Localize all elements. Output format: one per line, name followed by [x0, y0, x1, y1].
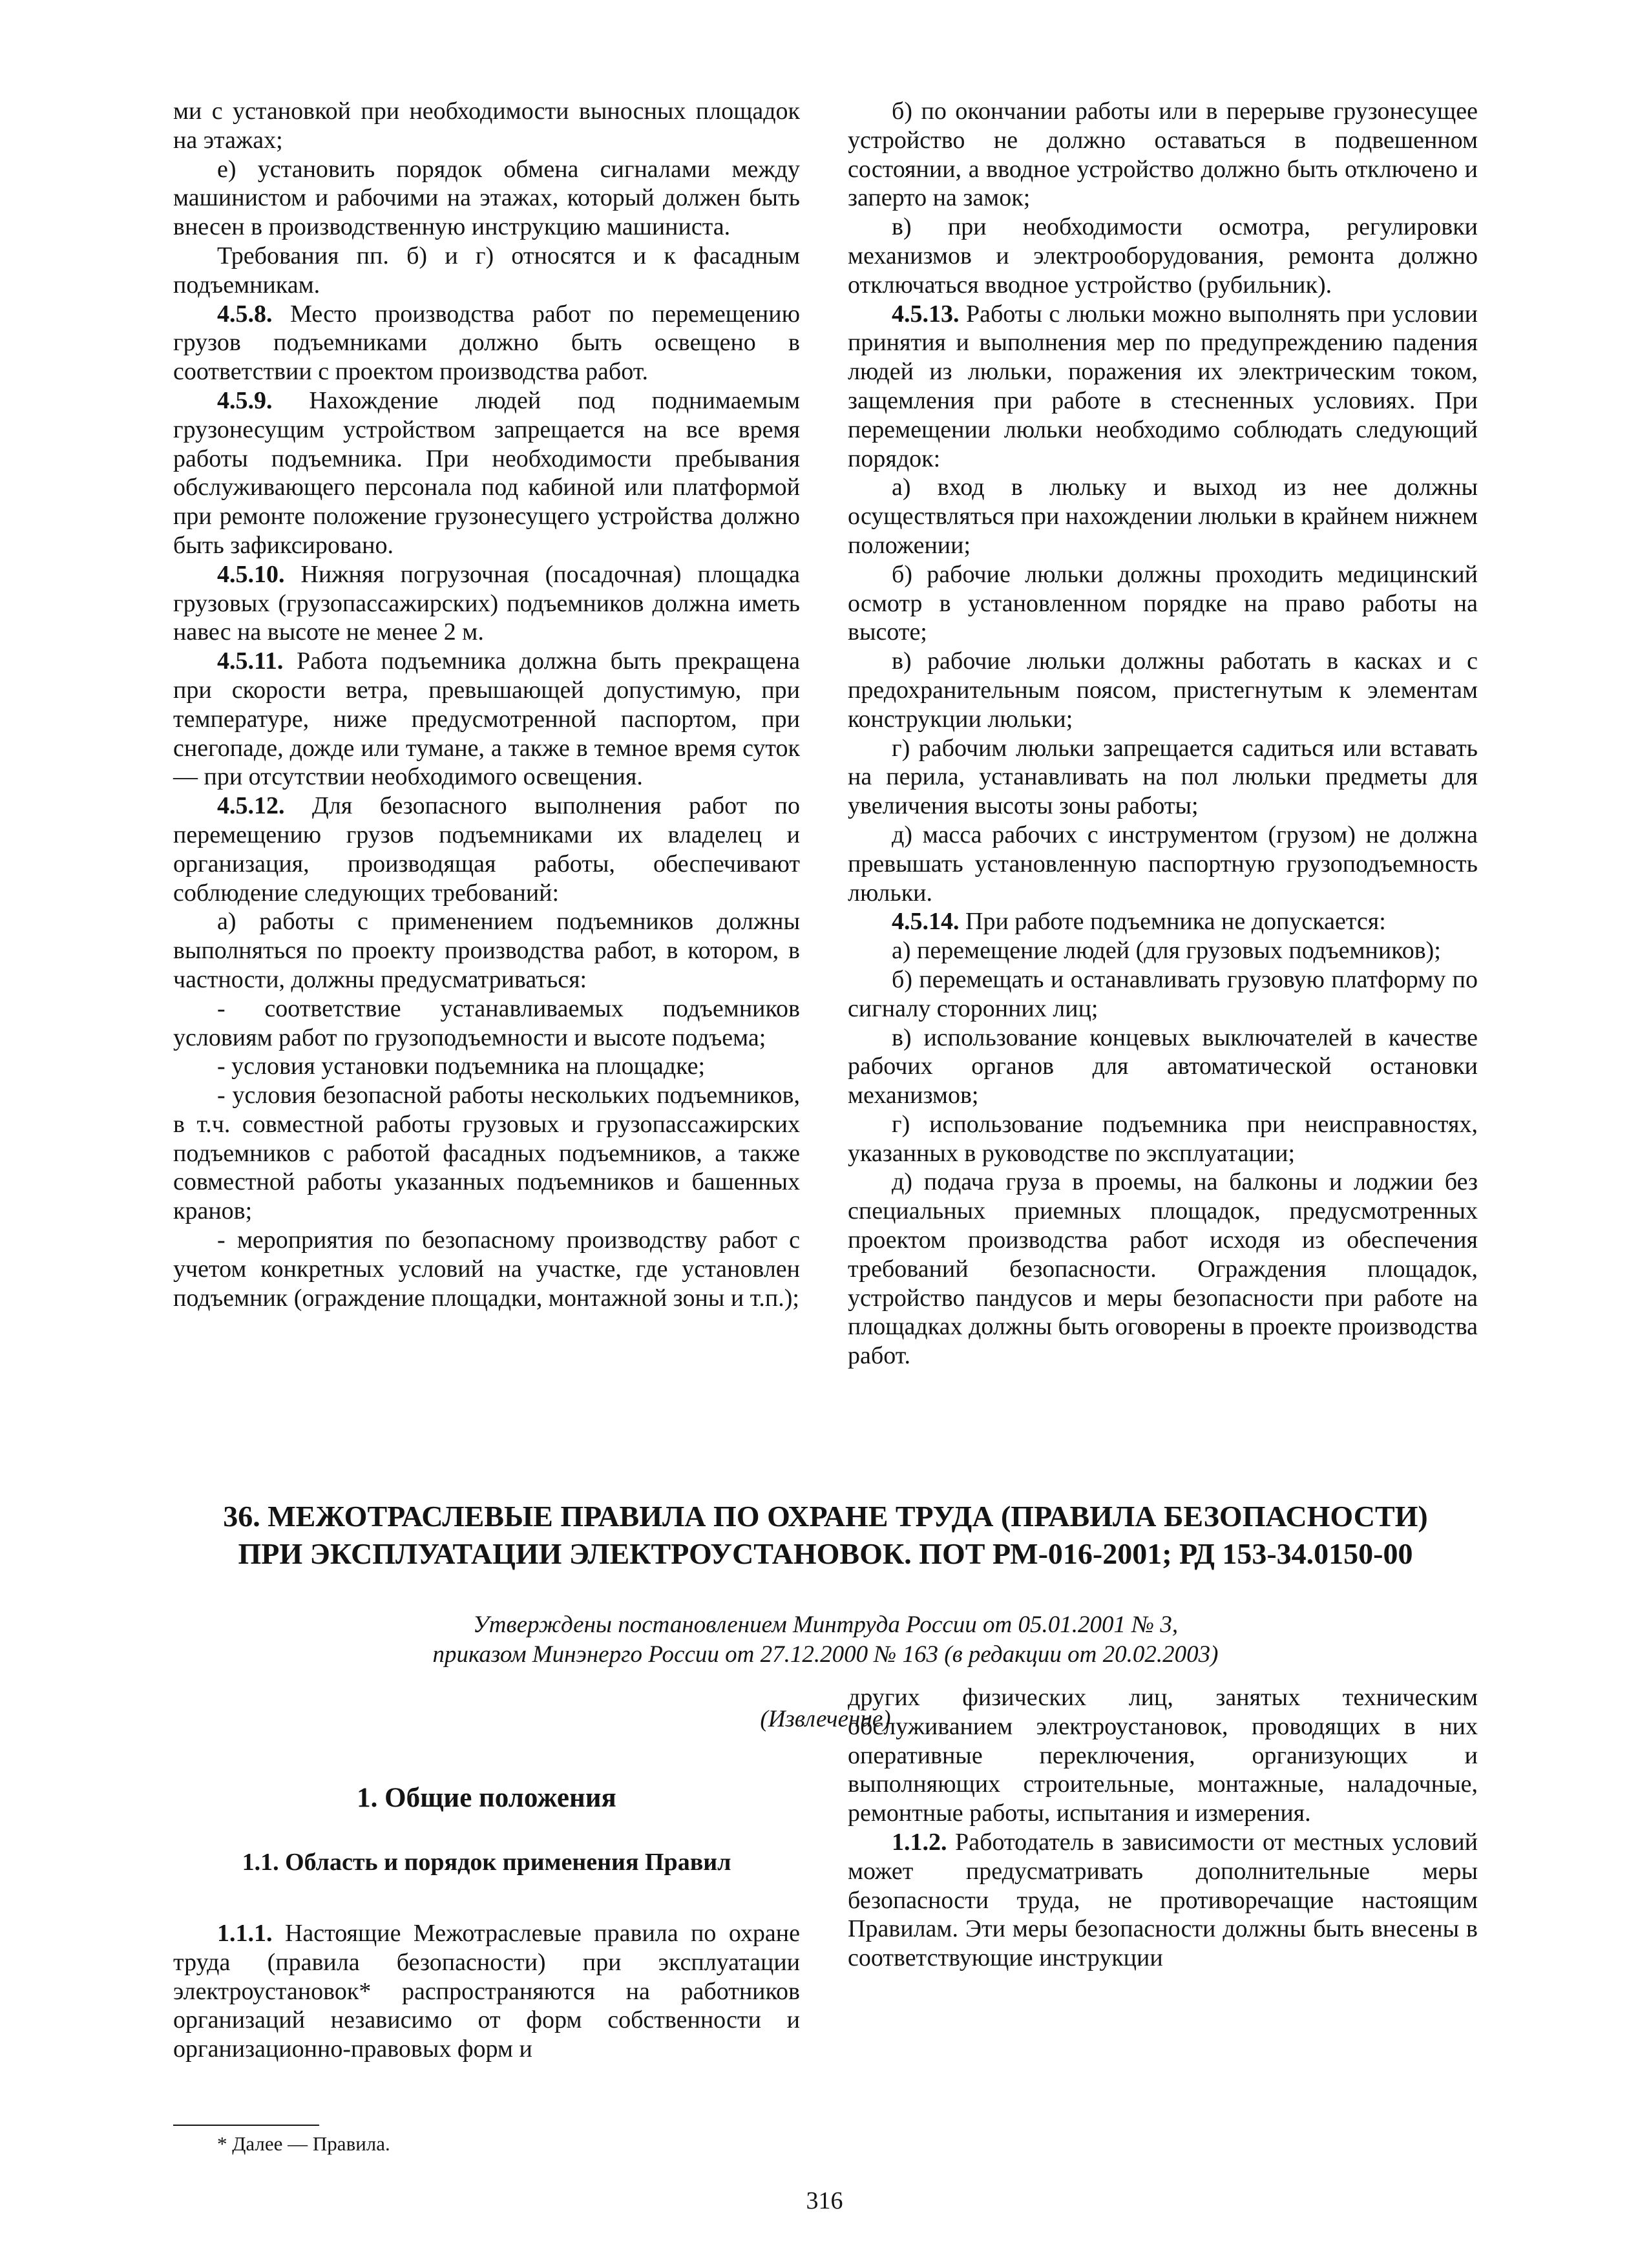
paragraph	[173, 386, 800, 560]
paragraph	[173, 647, 800, 792]
paragraph	[848, 647, 1478, 733]
paragraph-text: б) рабочие люльки должны проходить медицинский осмотр в установленном порядке на право работы на высоте;	[848, 560, 1478, 646]
paragraph-text: Работа подъемника должна быть прекращена при скорости ветра, превышающей допустимую, при температуре, ниже предусмотренной паспортом, при снегопаде, дожде или тумане, а также в темное время суток — при отсутствии необходимого освещения.	[173, 647, 800, 791]
extract-note: (Извлечение)	[760, 1706, 891, 1732]
paragraph-text: - мероприятия по безопасному производству работ с учетом конкретных условий на участке, где установлен подъемник (ограждение площадки, монтажной зоны и т.п.);	[173, 1226, 800, 1312]
paragraph-text: - соответствие устанавливаемых подъемников условиям работ по грузоподъемности и высоте подъема;	[173, 994, 800, 1051]
paragraph-text: Нахождение людей под поднимаемым грузонесущим устройством запрещается на все время работы подъемника. При необходимости пребывания обслуживающего персонала под кабиной или платформой при ремонте положение грузонесущего устройства должно быть зафиксировано.	[173, 386, 800, 559]
paragraph-text: д) масса рабочих с инструментом (грузом) не должна превышать установленную паспортную грузоподъемность люльки.	[848, 821, 1478, 907]
paragraph	[173, 560, 800, 647]
paragraph	[173, 155, 800, 242]
paragraph	[848, 213, 1478, 299]
paragraph-text: Требования пп. б) и г) относятся и к фасадным подъемникам.	[173, 242, 800, 299]
paragraph-text: е) установить порядок обмена сигналами между машинистом и рабочими на этажах, который должен быть внесен в производственную инструкцию машиниста.	[173, 155, 800, 241]
paragraph-text: Настоящие Межотраслевые правила по охране труда (правила безопасности) при эксплуатации электроустановок* распространяются на работников организаций независимо от форм собственности и организационно-правовых форм и	[173, 1920, 800, 2063]
paragraph	[173, 1919, 800, 2064]
paragraph	[173, 1226, 800, 1312]
paragraph	[848, 560, 1478, 647]
paragraph	[848, 907, 1478, 936]
paragraph	[848, 97, 1478, 213]
column-top-right	[848, 97, 1478, 1370]
paragraph-text: а) вход в люльку и выход из нее должны осуществляться при нахождении люльки в крайнем нижнем положении;	[848, 474, 1478, 559]
bottom-left-paragraphs	[173, 1919, 800, 2064]
paragraph-text: Для безопасного выполнения работ по перемещению грузов подъемниками их владелец и организация, производящая работы, обеспечивают соблюдение следующих требований:	[173, 792, 800, 907]
document-title-line-1: 36. МЕЖОТРАСЛЕВЫЕ ПРАВИЛА ПО ОХРАНЕ ТРУДА (ПРАВИЛА БЕЗОПАСНОСТИ)	[223, 1500, 1428, 1533]
paragraph	[848, 821, 1478, 907]
page-number: 316	[806, 2187, 843, 2214]
paragraph-text: - условия безопасной работы нескольких подъемников, в т.ч. совместной работы грузовых и грузопассажирских подъемников с работой фасадных подъемников, а также совместной работы указанных подъемников и башенных кранов;	[173, 1082, 800, 1225]
clause-number: 1.1.2.	[892, 1828, 947, 1856]
paragraph	[173, 1081, 800, 1226]
paragraph	[848, 1168, 1478, 1370]
paragraph-text: в) при необходимости осмотра, регулировки механизмов и электрооборудования, ремонта должно отключаться вводное устройство (рубильник).	[848, 213, 1478, 299]
paragraph-text: Работодатель в зависимости от местных условий может предусматривать дополнительные меры безопасности труда, не противоречащие настоящим Правилам. Эти меры безопасности должны быть внесены в соответствующие инструкции	[848, 1828, 1478, 1972]
paragraph-text: г) использование подъемника при неисправностях, указанных в руководстве по эксплуатации;	[848, 1110, 1478, 1167]
subsection-heading: 1.1. Область и порядок применения Правил	[242, 1849, 731, 1876]
clause-number: 4.5.11.	[217, 647, 284, 675]
paragraph-text: г) рабочим люльки запрещается садиться или вставать на перила, устанавливать на пол люльки предметы для увеличения высоты зоны работы;	[848, 734, 1478, 820]
paragraph	[173, 97, 800, 155]
paragraph-text: а) перемещение людей (для грузовых подъемников);	[892, 937, 1441, 965]
paragraph	[848, 734, 1478, 821]
section-heading: 1. Общие положения	[357, 1783, 616, 1813]
paragraph	[848, 1828, 1478, 1973]
paragraph-text: При работе подъемника не допускается:	[959, 908, 1386, 936]
paragraph-text: в) рабочие люльки должны работать в касках и с предохранительным поясом, пристегнутым к элементам конструкции люльки;	[848, 647, 1478, 733]
paragraph-text: других физических лиц, занятых техническим обслуживанием электроустановок, проводящих в них оперативные переключения, организующих и выполняющих строительные, монтажные, наладочные, ремонтные работы, испытания и измерения.	[848, 1684, 1478, 1827]
paragraph	[848, 965, 1478, 1024]
paragraph	[173, 994, 800, 1053]
approval-line-1: Утверждены постановлением Минтруда России от 05.01.2001 № 3,	[472, 1612, 1179, 1638]
paragraph	[173, 1052, 800, 1081]
paragraph	[173, 300, 800, 386]
approval-line-2: приказом Минэнерго России от 27.12.2000 № 163 (в редакции от 20.02.2003)	[432, 1641, 1219, 1668]
paragraph-text: в) использование концевых выключателей в качестве рабочих органов для автоматической остановки механизмов;	[848, 1024, 1478, 1109]
paragraph	[173, 792, 800, 907]
paragraph-text: Место производства работ по перемещению грузов подъемниками должно быть освещено в соответствии с проектом производства работ.	[173, 300, 800, 386]
paragraph	[848, 936, 1478, 965]
paragraph	[848, 1024, 1478, 1110]
paragraph-text: б) по окончании работы или в перерыве грузонесущее устройство не должно оставаться в подвешенном состоянии, а вводное устройство должно быть отключено и заперто на замок;	[848, 98, 1478, 212]
clause-number: 4.5.10.	[217, 560, 285, 588]
clause-number: 4.5.12.	[217, 792, 285, 820]
column-bottom-right	[848, 1683, 1478, 1973]
paragraph	[848, 1110, 1478, 1168]
paragraph	[173, 242, 800, 300]
document-title-line-2: ПРИ ЭКСПЛУАТАЦИИ ЭЛЕКТРОУСТАНОВОК. ПОТ РМ-016-2001; РД 153-34.0150-00	[238, 1537, 1413, 1570]
paragraph	[848, 1683, 1478, 1828]
footnote-divider	[173, 2125, 319, 2126]
paragraph-text: д) подача груза в проемы, на балконы и лоджии без специальных приемных площадок, предусмотренных проектом производства работ исходя из обеспечения требований безопасности. Ограждения площадок, устройство пандусов и меры безопасности при работе на площадках должны быть оговорены в проекте производства работ.	[848, 1168, 1478, 1370]
column-top-left	[173, 97, 800, 1312]
footnote: * Далее — Правила.	[217, 2132, 390, 2155]
paragraph	[848, 473, 1478, 560]
clause-number: 1.1.1.	[217, 1920, 273, 1947]
paragraph-text: б) перемещать и останавливать грузовую платформу по сигналу сторонних лиц;	[848, 965, 1478, 1022]
paragraph	[848, 300, 1478, 474]
clause-number: 4.5.9.	[217, 386, 273, 414]
paragraph	[173, 907, 800, 994]
clause-number: 4.5.13.	[892, 300, 960, 328]
paragraph-text: а) работы с применением подъемников должны выполняться по проекту производства работ, в котором, в частности, должны предусматриваться:	[173, 908, 800, 993]
paragraph-text: ми с установкой при необходимости выносных площадок на этажах;	[173, 98, 800, 154]
clause-number: 4.5.14.	[892, 908, 960, 936]
paragraph-text: Нижняя погрузочная (посадочная) площадка грузовых (грузопассажирских) подъемников должна иметь навес на высоте не менее 2 м.	[173, 560, 800, 646]
clause-number: 4.5.8.	[217, 300, 273, 328]
paragraph-text: Работы с люльки можно выполнять при условии принятия и выполнения мер по предупреждению падения людей из люльки, поражения их электрическим током, защемления при работе в стесненных условиях. При перемещении люльки необходимо соблюдать следующий порядок:	[848, 300, 1478, 472]
paragraph-text: - условия установки подъемника на площадке;	[217, 1053, 706, 1080]
column-bottom-left	[173, 1782, 800, 2064]
